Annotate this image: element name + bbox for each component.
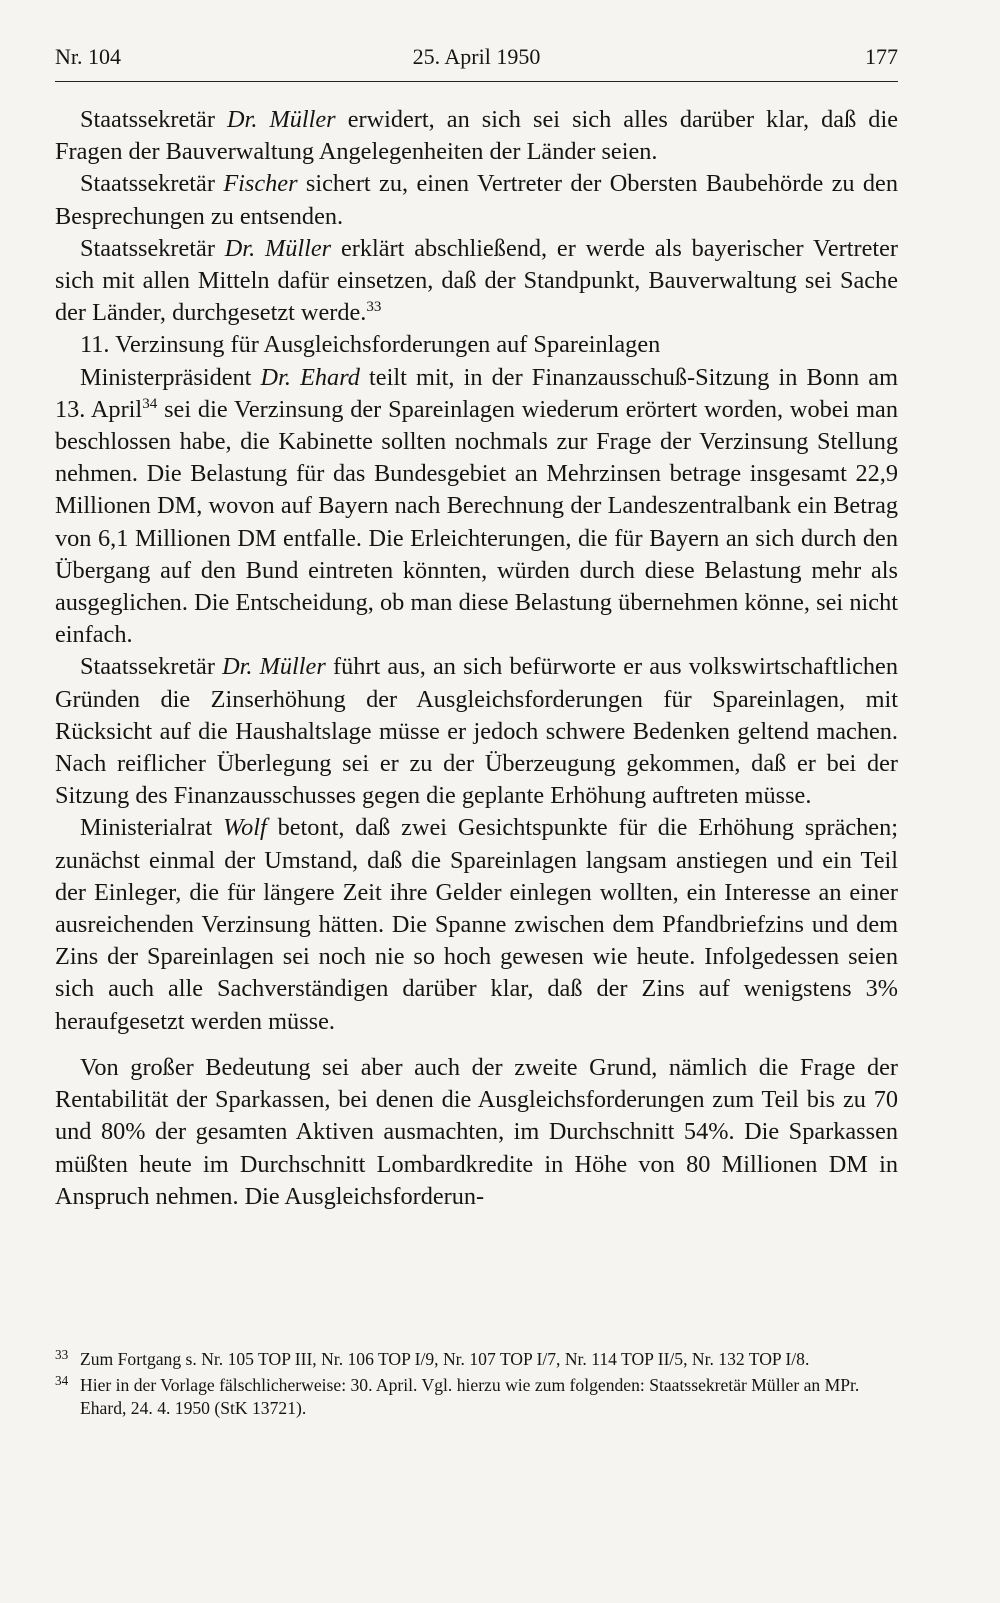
paragraph: Ministerpräsident Dr. Ehard teilt mit, in der Finanzausschuß-Sitzung in Bonn am 13. April$^{34}$ sei die Verzinsung der Spareinlagen wiederum erörtert worden, wobei man beschlossen habe, die Kabinette sollten nochmals zur Frage der Verzinsung Stellung nehmen. Die Belastung für das Bundesgebiet an Mehrzinsen betrage insgesamt 22,9 Millionen DM, wovon auf Bayern nach Berechnung der Landeszentralbank ein Betrag von 6,1 Millionen DM entfalle. Die Erleichterungen, die für Bayern an sich durch den Übergang auf den Bund eintreten könnten, würden durch diese Belastung mehr als ausgeglichen. Die Entscheidung, ob man diese Belastung übernehmen könne, sei nicht einfach. [55, 363, 898, 649]
footnote-text: Hier in der Vorlage fälschlicherweise: 30. April. Vgl. hierzu wie zum folgenden: Staatssekretär Müller an MPr. Ehard, 24. 4. 1950 (StK 13721). [80, 1374, 860, 1418]
footnote-text: Zum Fortgang s. Nr. 105 TOP III, Nr. 106 TOP I/9, Nr. 107 TOP I/7, Nr. 114 TOP II/5, Nr. 132 TOP I/8. [80, 1349, 810, 1369]
footnote-ref: 33 [366, 299, 382, 316]
page-header [55, 44, 898, 70]
meeting-date: 25. April 1950 [412, 44, 541, 69]
footnote [55, 1348, 898, 1372]
paragraph: Staatssekretär Dr. Müller führt aus, an sich befürworte er aus volkswirtschaftlichen Gründen die Zinserhöhung der Ausgleichsforderungen für Spareinlagen, mit Rücksicht auf die Haushaltslage müsse er jedoch schwere Bedenken geltend machen. Nach reiflicher Überlegung sei er zu der Überzeugung gekommen, daß er bei der Sitzung des Finanzausschusses gegen die geplante Erhöhung auftreten müsse. [55, 653, 898, 810]
footnote-number: 34 [55, 1372, 69, 1388]
paragraph: Staatssekretär Fischer sichert zu, einen Vertreter der Obersten Baubehörde zu den Besprechungen zu entsenden. [55, 170, 898, 230]
footnote-ref: 34 [142, 395, 158, 412]
body-text [55, 104, 898, 1213]
page-number: 177 [865, 44, 898, 69]
footnote-number: 33 [55, 1347, 69, 1363]
paragraph: Ministerialrat Wolf betont, daß zwei Gesichtspunkte für die Erhöhung sprächen; zunächst einmal der Umstand, daß die Spareinlagen langsam anstiegen und ein Teil der Einleger, die für längere Zeit ihre Gelder einlegen wollten, ein Interesse an einer ausreichenden Verzinsung hätten. Die Spanne zwischen dem Pfandbriefzins und dem Zins der Spareinlagen sei noch nie so hoch gewesen wie heute. Infolgedessen seien sich auch alle Sachverständigen darüber klar, daß der Zins auf wenigstens 3% heraufgesetzt werden müsse. [55, 814, 898, 1035]
header-rule [55, 81, 898, 82]
footnote [55, 1374, 898, 1421]
paragraph: Von großer Bedeutung sei aber auch der zweite Grund, nämlich die Frage der Rentabilität der Sparkassen, bei denen die Ausgleichsforderungen zum Teil bis zu 70 und 80% der gesamten Aktiven ausmachten, im Durchschnitt 54%. Die Sparkassen müßten heute im Durchschnitt Lombardkredite in Höhe von 80 Millionen DM in Anspruch nehmen. Die Ausgleichsforderun- [55, 1053, 898, 1210]
agenda-item-heading: 11. Verzinsung für Ausgleichsforderungen auf Spareinlagen [80, 331, 661, 359]
paragraph: Staatssekretär Dr. Müller erklärt abschließend, er werde als bayerischer Vertreter sich mit allen Mitteln dafür einsetzen, daß der Standpunkt, Bauverwaltung sei Sache der Länder, durchgesetzt werde.$^{33}$ [55, 234, 898, 327]
footnotes [55, 1348, 898, 1423]
document-number: Nr. 104 [55, 44, 121, 69]
paragraph: Staatssekretär Dr. Müller erwidert, an sich sei sich alles darüber klar, daß die Fragen der Bauverwaltung Angelegenheiten der Länder seien. [55, 106, 898, 166]
